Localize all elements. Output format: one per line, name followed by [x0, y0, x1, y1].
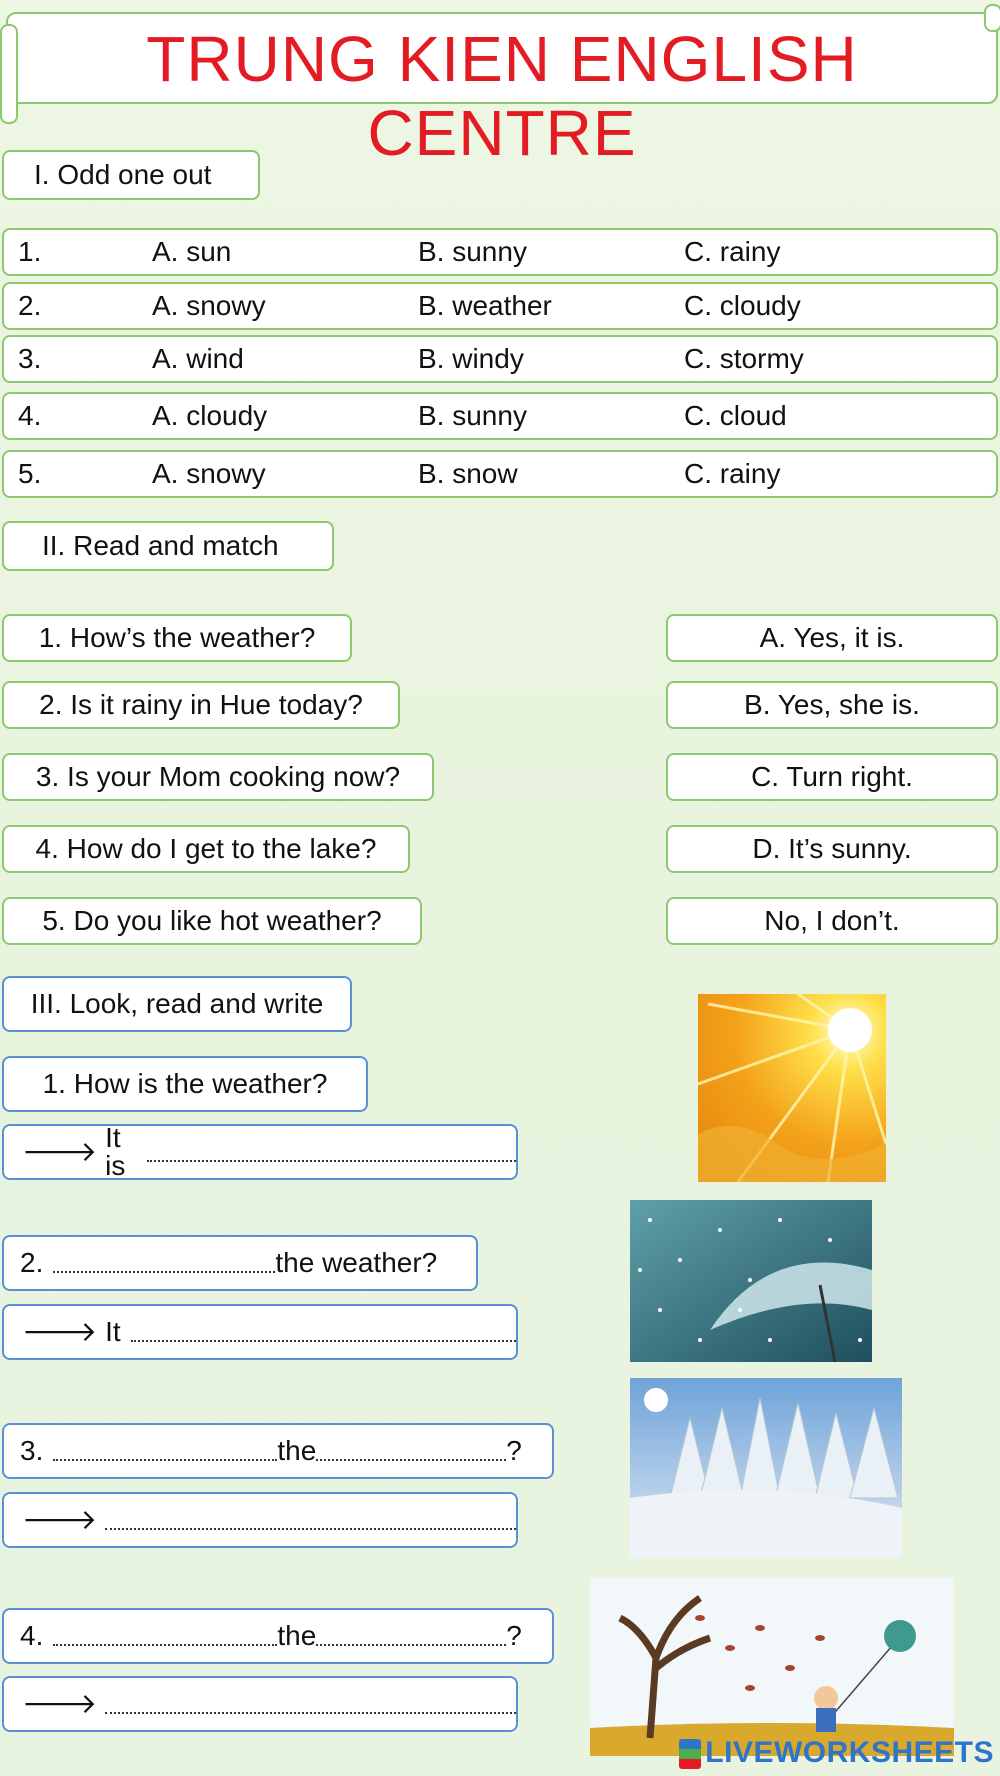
option-b[interactable]: B. snow — [418, 458, 518, 489]
option-c[interactable]: C. rainy — [684, 236, 781, 267]
odd-row-3: 3. A. wind B. windy C. stormy — [2, 335, 998, 383]
answer-field-4[interactable] — [2, 1676, 518, 1732]
answer-field-1[interactable]: 🡒 It is — [2, 1124, 518, 1180]
blank-line[interactable] — [316, 1626, 506, 1646]
snowy-umbrella-image — [630, 1200, 872, 1362]
write-question-3: 3. the ? — [2, 1423, 554, 1479]
match-question-2[interactable]: 2. Is it rainy in Hue today? — [2, 681, 400, 729]
blank-line[interactable] — [105, 1510, 516, 1530]
section-1-heading: I. Odd one out — [2, 150, 260, 200]
option-a[interactable]: A. wind — [152, 343, 244, 374]
option-a[interactable]: A. snowy — [152, 290, 266, 321]
match-answer-e[interactable]: No, I don’t. — [666, 897, 998, 945]
arrow-icon: 🡒 — [22, 1688, 98, 1719]
option-b[interactable]: B. windy — [418, 343, 524, 374]
brand-icon — [679, 1739, 701, 1769]
write-question-4: 4. the ? — [2, 1608, 554, 1664]
snowy-forest-image — [630, 1378, 902, 1558]
match-question-5[interactable]: 5. Do you like hot weather? — [2, 897, 422, 945]
arrow-icon: 🡒 — [22, 1316, 98, 1347]
write-question-2: 2. the weather? — [2, 1235, 478, 1291]
option-c[interactable]: C. stormy — [684, 343, 804, 374]
blank-line[interactable] — [316, 1441, 506, 1461]
option-a[interactable]: A. cloudy — [152, 400, 268, 431]
answer-field-3[interactable] — [2, 1492, 518, 1548]
option-a[interactable]: A. sun — [152, 236, 232, 267]
match-answer-c[interactable]: C. Turn right. — [666, 753, 998, 801]
match-question-1[interactable]: 1. How’s the weather? — [2, 614, 352, 662]
answer-field-2[interactable]: 🡒 It — [2, 1304, 518, 1360]
page-title: TRUNG KIEN ENGLISH CENTRE — [146, 23, 858, 169]
blank-line[interactable] — [105, 1694, 516, 1714]
blank-line[interactable] — [147, 1142, 516, 1162]
option-b[interactable]: B. sunny — [418, 400, 527, 431]
odd-row-4: 4. A. cloudy B. sunny C. cloud — [2, 392, 998, 440]
odd-row-2: 2. A. snowy B. weather C. cloudy — [2, 282, 998, 330]
blank-line[interactable] — [131, 1322, 516, 1342]
option-a[interactable]: A. snowy — [152, 458, 266, 489]
section-3-heading: III. Look, read and write — [2, 976, 352, 1032]
section-2-heading: II. Read and match — [2, 521, 334, 571]
sunny-image — [698, 994, 886, 1182]
blank-line[interactable] — [53, 1441, 277, 1461]
arrow-icon: 🡒 — [22, 1504, 98, 1535]
match-question-4[interactable]: 4. How do I get to the lake? — [2, 825, 410, 873]
option-c[interactable]: C. cloudy — [684, 290, 801, 321]
option-c[interactable]: C. rainy — [684, 458, 781, 489]
liveworksheets-logo: LIVEWORKSHEETS — [679, 1736, 994, 1770]
write-question-1: 1. How is the weather? — [2, 1056, 368, 1112]
odd-row-1: 1. A. sun B. sunny C. rainy — [2, 228, 998, 276]
windy-tree-image — [590, 1578, 954, 1756]
option-b[interactable]: B. sunny — [418, 236, 527, 267]
blank-line[interactable] — [53, 1253, 275, 1273]
match-question-3[interactable]: 3. Is your Mom cooking now? — [2, 753, 434, 801]
blank-line[interactable] — [53, 1626, 277, 1646]
odd-row-5: 5. A. snowy B. snow C. rainy — [2, 450, 998, 498]
arrow-icon: 🡒 — [22, 1136, 98, 1167]
option-b[interactable]: B. weather — [418, 290, 552, 321]
option-c[interactable]: C. cloud — [684, 400, 787, 431]
match-answer-a[interactable]: A. Yes, it is. — [666, 614, 998, 662]
match-answer-d[interactable]: D. It’s sunny. — [666, 825, 998, 873]
match-answer-b[interactable]: B. Yes, she is. — [666, 681, 998, 729]
title-banner — [6, 12, 998, 169]
